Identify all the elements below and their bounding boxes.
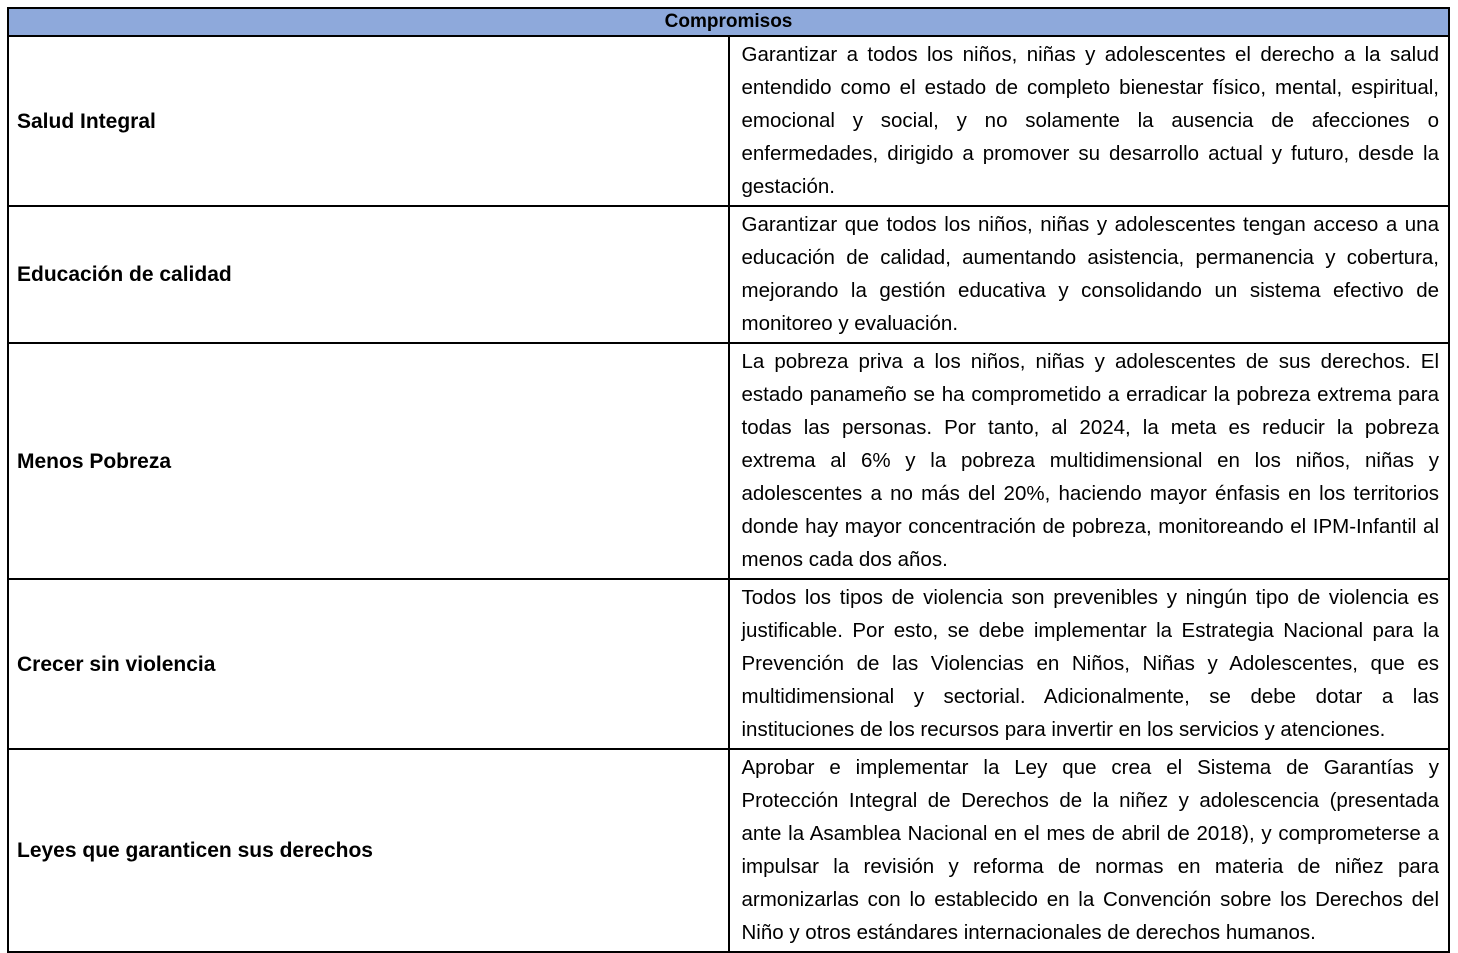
row-text-salud-integral: Garantizar a todos los niños, niñas y adolescentes el derecho a la salud entendido como el estado de completo bienestar físico, mental, espiritual, emocional y social, y no solamente la ausencia de afecciones o enfermedades, dirigido a promover su desarrollo actual y futuro, desde la gestación.: [729, 36, 1450, 206]
row-label-salud-integral: Salud Integral: [8, 36, 729, 206]
table-row: [8, 343, 1449, 579]
row-label-crecer-sin-violencia: Crecer sin violencia: [8, 579, 729, 749]
row-text-educacion: Garantizar que todos los niños, niñas y adolescentes tengan acceso a una educación de calidad, aumentando asistencia, permanencia y cobertura, mejorando la gestión educativa y consolidando un sistema efectivo de monitoreo y evaluación.: [729, 206, 1450, 343]
table-row: [8, 36, 1449, 206]
table-row: [8, 749, 1449, 952]
compromisos-table: [7, 7, 1450, 953]
row-text-menos-pobreza: La pobreza priva a los niños, niñas y adolescentes de sus derechos. El estado panameño se ha comprometido a erradicar la pobreza extrema para todas las personas. Por tanto, al 2024, la meta es reducir la pobreza extrema al 6% y la pobreza multidimensional en los niños, niñas y adolescentes a no más del 20%, haciendo mayor énfasis en los territorios donde hay mayor concentración de pobreza, monitoreando el IPM-Infantil al menos cada dos años.: [729, 343, 1450, 579]
row-label-educacion: Educación de calidad: [8, 206, 729, 343]
row-label-menos-pobreza: Menos Pobreza: [8, 343, 729, 579]
row-text-leyes: Aprobar e implementar la Ley que crea el Sistema de Garantías y Protección Integral de Derechos de la niñez y adolescencia (presentada ante la Asamblea Nacional en el mes de abril de 2018), y comprometerse a impulsar la revisión y reforma de normas en materia de niñez para armonizarlas con lo establecido en la Convención sobre los Derechos del Niño y otros estándares internacionales de derechos humanos.: [729, 749, 1450, 952]
compromisos-table-container: [7, 7, 1450, 953]
table-row: [8, 206, 1449, 343]
table-header: Compromisos: [8, 8, 1449, 36]
table-header-row: [8, 8, 1449, 36]
table-row: [8, 579, 1449, 749]
row-label-leyes: Leyes que garanticen sus derechos: [8, 749, 729, 952]
row-text-crecer-sin-violencia: Todos los tipos de violencia son prevenibles y ningún tipo de violencia es justificable. Por esto, se debe implementar la Estrategia Nacional para la Prevención de las Violencias en Niños, Niñas y Adolescentes, que es multidimensional y sectorial. Adicionalmente, se debe dotar a las instituciones de los recursos para invertir en los servicios y atenciones.: [729, 579, 1450, 749]
